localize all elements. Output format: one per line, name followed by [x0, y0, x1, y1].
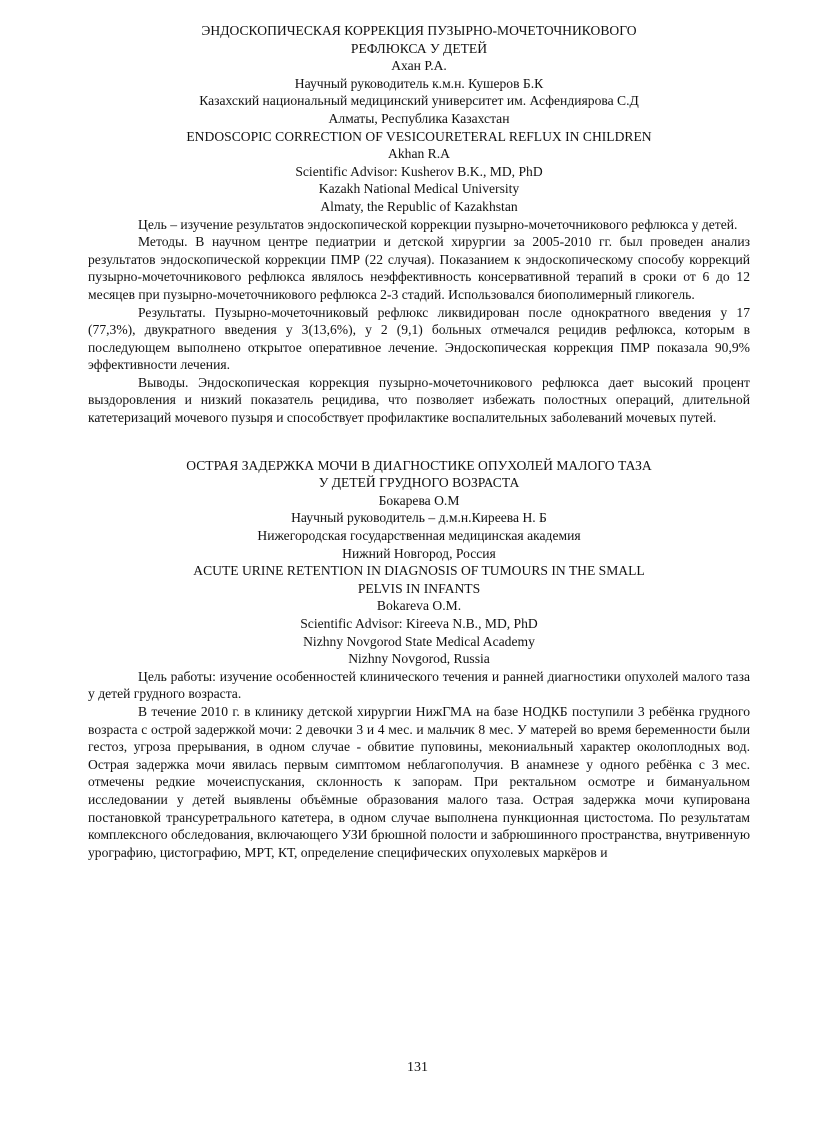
- title-line: ACUTE URINE RETENTION IN DIAGNOSIS OF TUMOURS IN THE SMALL: [193, 563, 645, 579]
- article-2-title-en: [88, 562, 750, 597]
- author-ru: Бокарева О.М: [378, 492, 460, 508]
- document-page: [88, 22, 750, 861]
- advisor-ru: Научный руководитель – д.м.н.Киреева Н. Б: [291, 510, 547, 526]
- university-en: Nizhny Novgorod State Medical Academy: [303, 633, 535, 649]
- advisor-ru: Научный руководитель к.м.н. Кушеров Б.К: [294, 75, 544, 91]
- advisor-en: Scientific Advisor: Kireeva N.B., MD, PhD: [300, 616, 538, 631]
- paragraph-conclusions: Выводы. Эндоскопическая коррекция пузырно-мочеточникового рефлюкса дает высокий процент выздоровления и низкий показатель рецидива, что позволяет избежать полостных операций, длительной катетеризаций мочевого пузыря и способствует профилактике воспалительных заболеваний мочевых путей.: [88, 374, 750, 426]
- article-2-title-ru: [88, 457, 750, 492]
- university-en: Kazakh National Medical University: [318, 181, 520, 197]
- title-line: РЕФЛЮКСА У ДЕТЕЙ: [350, 40, 488, 56]
- article-1: [88, 22, 750, 427]
- page-number: 131: [407, 1060, 428, 1075]
- title-line: У ДЕТЕЙ ГРУДНОГО ВОЗРАСТА: [318, 475, 520, 491]
- city-en: Almaty, the Republic of Kazakhstan: [320, 198, 518, 214]
- university-ru: Казахский национальный медицинский университет им. Асфендиярова С.Д: [199, 93, 639, 109]
- title-line: PELVIS IN INFANTS: [357, 580, 481, 596]
- city-en: Nizhny Novgorod, Russia: [348, 651, 490, 667]
- title-line: ЭНДОСКОПИЧЕСКАЯ КОРРЕКЦИЯ ПУЗЫРНО-МОЧЕТОЧНИКОВОГО: [201, 23, 637, 38]
- paragraph-body: В течение 2010 г. в клинику детской хирургии НижГМА на базе НОДКБ поступили 3 ребёнка грудного возраста с острой задержкой мочи: 2 девочки 3 и 4 мес. и мальчик 8 мес. У матерей во время беременности были гестоз, угроза прерывания, в одном случае - обвитие пуповины, мекониальный характер околоплодных вод. Острая задержка мочи явилась первым симптомом неблагополучия. В анамнезе у одного ребёнка с 3 мес. отмечены редкие мочеиспускания, склонность к запорам. При ректальном осмотре и бимануальном исследовании у детей выявлены объёмные образования малого таза. Острая задержка мочи купирована постановкой трансуретрального катетера, в одном случае выполнена пункционная цистостома. По результатам комплексного обследования, включающего УЗИ брюшной полости и забрюшинного пространства, внутривенную урографию, цистографию, МРТ, КТ, определение специфических опухолевых маркёров и: [88, 703, 750, 860]
- article-1-title-ru: [88, 22, 750, 57]
- author-en: Akhan R.A: [388, 146, 450, 162]
- city-ru: Алматы, Республика Казахстан: [328, 110, 510, 126]
- section-gap: [88, 427, 750, 457]
- paragraph-methods: Методы. В научном центре педиатрии и детской хирургии за 2005-2010 гг. был проведен анализ результатов эндоскопической коррекции ПМР (22 случая). Показанием к эндоскопическому способу коррекций пузырно-мочеточникового рефлюкса являлось неэффективность консервативной терапий в сроки от 6 до 12 месяцев при пузырно-мочеточникового рефлюкса 2-3 стадий. Использовался биополимерный гликогель.: [88, 234, 750, 302]
- article-1-title-en: ENDOSCOPIC CORRECTION OF VESICOURETERAL REFLUX IN CHILDREN: [186, 128, 652, 144]
- title-line: ОСТРАЯ ЗАДЕРЖКА МОЧИ В ДИАГНОСТИКЕ ОПУХОЛЕЙ МАЛОГО ТАЗА: [186, 457, 652, 473]
- article-2: [88, 457, 750, 862]
- paragraph-aim: Цель – изучение результатов эндоскопической коррекции пузырно-мочеточникового рефлюкса у детей.: [138, 216, 738, 232]
- author-en: Bokareva O.M.: [376, 598, 462, 614]
- advisor-en: Scientific Advisor: Kusherov B.K., MD, PhD: [295, 163, 543, 179]
- author-ru: Ахан Р.А.: [391, 58, 447, 74]
- university-ru: Нижегородская государственная медицинская академия: [257, 528, 581, 544]
- city-ru: Нижний Новгород, Россия: [342, 545, 496, 561]
- paragraph-aim: Цель работы: изучение особенностей клинического течения и ранней диагностики опухолей малого таза у детей грудного возраста.: [88, 668, 750, 702]
- paragraph-results: Результаты. Пузырно-мочеточниковый рефлюкс ликвидирован после однократного введения у 17 (77,3%), двукратного введения у 3(13,6%), у 2 (9,1) больных отмечался рецидив рефлюкса, которым в последующем выполнено открытое оперативное лечение. Эндоскопическая коррекция ПМР показала 90,9% эффективности лечения.: [88, 304, 750, 373]
